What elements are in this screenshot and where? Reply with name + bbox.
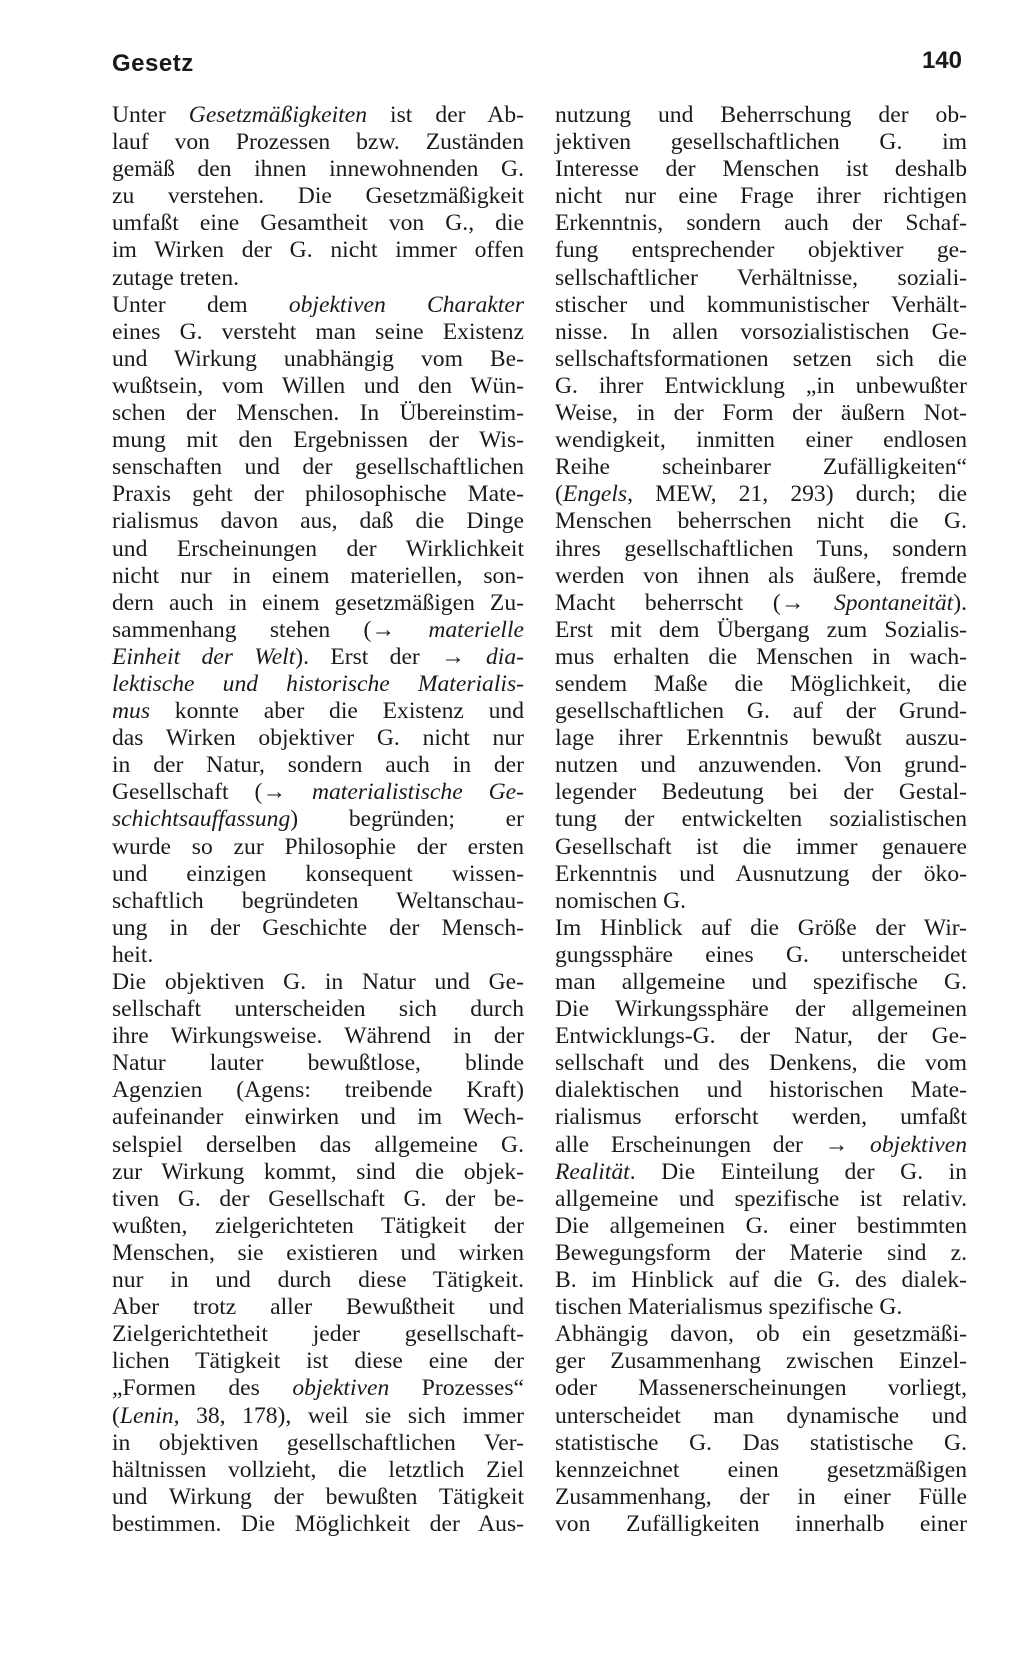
text-run: das Wirken objektiver G. nicht nur bbox=[112, 725, 524, 752]
text-run: . Die Einteilung der G. in bbox=[629, 1158, 967, 1185]
page-number: 140 bbox=[921, 47, 962, 74]
text-line bbox=[112, 1484, 524, 1511]
text-run: G. ihrer Entwicklung „in unbewußter bbox=[555, 372, 967, 399]
text-line bbox=[555, 1403, 967, 1430]
text-line bbox=[112, 617, 524, 644]
text-line bbox=[555, 156, 967, 183]
text-line bbox=[555, 454, 967, 481]
page-header bbox=[112, 47, 962, 90]
text-line bbox=[555, 508, 967, 535]
text-line bbox=[555, 725, 967, 752]
text-line bbox=[555, 806, 967, 833]
text-run: gesellschaftlichen G. auf der Grund- bbox=[555, 698, 967, 725]
text-line bbox=[555, 536, 967, 563]
text-line bbox=[112, 942, 524, 969]
text-line bbox=[112, 969, 524, 996]
text-line bbox=[112, 1240, 524, 1267]
text-line bbox=[555, 129, 967, 156]
text-line bbox=[112, 210, 524, 237]
text-line bbox=[112, 725, 524, 752]
text-line bbox=[112, 1375, 524, 1402]
italic-term: Gesetzmäßigkeiten bbox=[188, 102, 367, 128]
text-run: lauf von Prozessen bzw. Zuständen bbox=[112, 129, 524, 156]
text-run: umfaßt eine Gesamtheit von G., die bbox=[112, 210, 524, 237]
text-line bbox=[555, 481, 967, 508]
text-line bbox=[555, 590, 967, 617]
text-line bbox=[555, 427, 967, 454]
text-run: im Wirken der G. nicht immer offen bbox=[112, 237, 524, 264]
text-run: in objektiven gesellschaftlichen Ver- bbox=[112, 1429, 524, 1456]
text-line bbox=[112, 373, 524, 400]
text-run: rialismus erforscht werden, umfaßt bbox=[555, 1104, 967, 1131]
text-run: kennzeichnet einen gesetzmäßigen bbox=[555, 1456, 967, 1483]
text-run: nicht nur eine Frage ihrer richtigen bbox=[555, 183, 967, 210]
italic-term: schichtsauffassung bbox=[112, 806, 291, 833]
italic-term: mus bbox=[112, 698, 151, 725]
text-run: werden von ihnen als äußere, fremde bbox=[555, 562, 967, 589]
text-line bbox=[112, 1321, 524, 1348]
text-run: statistische G. Das statistische G. bbox=[555, 1429, 967, 1456]
text-run: gemäß den ihnen innewohnenden G. bbox=[112, 156, 524, 183]
text-line bbox=[555, 779, 967, 806]
text-run: Gesellschaft ist die immer genauere bbox=[555, 833, 967, 860]
text-line bbox=[112, 996, 524, 1023]
text-line bbox=[555, 996, 967, 1023]
text-run: Aber trotz aller Bewußtheit und bbox=[112, 1294, 524, 1321]
text-line bbox=[555, 292, 967, 319]
text-line bbox=[555, 915, 967, 942]
text-line bbox=[555, 1430, 967, 1457]
text-line bbox=[112, 1511, 524, 1538]
text-run: ) begründen; er bbox=[290, 806, 524, 833]
text-line bbox=[112, 536, 524, 563]
text-run: wußtsein, vom Willen und den Wün- bbox=[112, 372, 524, 399]
text-run: Die Wirkungssphäre der allgemeinen bbox=[555, 996, 967, 1023]
text-run: „Formen des bbox=[112, 1375, 293, 1402]
text-run: ( bbox=[112, 1402, 120, 1429]
text-run: senschaften und der gesellschaftlichen bbox=[112, 454, 524, 481]
text-run: alle Erscheinungen der → bbox=[555, 1131, 871, 1158]
text-line bbox=[112, 1213, 524, 1240]
text-line bbox=[112, 183, 524, 210]
text-line bbox=[112, 1348, 524, 1375]
text-run: dialektischen und historischen Mate- bbox=[555, 1077, 967, 1104]
text-run: stischer und kommunistischer Verhält- bbox=[555, 291, 967, 318]
text-line bbox=[555, 1213, 967, 1240]
left-text-column bbox=[112, 102, 524, 1538]
text-run: und Erscheinungen der Wirklichkeit bbox=[112, 535, 524, 562]
text-line bbox=[112, 888, 524, 915]
text-run: Menschen, sie existieren und wirken bbox=[112, 1239, 524, 1266]
text-line bbox=[555, 617, 967, 644]
text-line bbox=[555, 1267, 967, 1294]
text-run: Gesellschaft (→ bbox=[112, 779, 312, 806]
text-run: Erst mit dem Übergang zum Sozialis- bbox=[555, 616, 967, 643]
text-run: selspiel derselben das allgemeine G. bbox=[112, 1131, 524, 1158]
text-line bbox=[112, 237, 524, 264]
text-run: ger Zusammenhang zwischen Einzel- bbox=[555, 1348, 967, 1375]
text-line bbox=[112, 427, 524, 454]
text-line bbox=[555, 1294, 967, 1321]
text-line bbox=[555, 752, 967, 779]
running-head: Gesetz bbox=[112, 50, 194, 77]
text-run: ihre Wirkungsweise. Während in der bbox=[112, 1023, 524, 1050]
text-line bbox=[112, 671, 524, 698]
italic-term: Spontaneität bbox=[833, 589, 954, 616]
italic-term: Einheit der Welt bbox=[112, 643, 296, 670]
text-line bbox=[112, 698, 524, 725]
text-line bbox=[112, 1294, 524, 1321]
text-run: sellschaft unterscheiden sich durch bbox=[112, 996, 524, 1023]
text-run: nutzen und anzuwenden. Von grund- bbox=[555, 752, 967, 779]
text-line bbox=[112, 346, 524, 373]
text-run: gungssphäre eines G. unterscheidet bbox=[555, 941, 967, 968]
text-run: und Wirkung unabhängig vom Be- bbox=[112, 345, 524, 372]
text-run: man allgemeine und spezifische G. bbox=[555, 969, 967, 995]
text-run: sellschaft und des Denkens, die vom bbox=[555, 1050, 967, 1077]
text-run: schaftlich begründeten Weltanschau- bbox=[112, 887, 524, 914]
text-run: ung in der Geschichte der Mensch- bbox=[112, 914, 524, 941]
text-run: wurde so zur Philosophie der ersten bbox=[112, 833, 524, 860]
text-line bbox=[555, 1159, 967, 1186]
text-run: lichen Tätigkeit ist diese eine der bbox=[112, 1348, 524, 1375]
text-line bbox=[555, 1186, 967, 1213]
text-run: ist der Ab- bbox=[367, 102, 524, 128]
text-run: lage ihrer Erkenntnis bewußt auszu- bbox=[555, 725, 967, 752]
text-run: heit. bbox=[112, 941, 154, 968]
text-run: von Zufälligkeiten innerhalb einer bbox=[555, 1510, 967, 1537]
text-run: tiven G. der Gesellschaft G. der be- bbox=[112, 1185, 524, 1212]
text-line bbox=[112, 508, 524, 535]
text-line bbox=[112, 779, 524, 806]
text-run: nutzung und Beherrschung der ob- bbox=[555, 102, 967, 128]
text-run: Abhängig davon, ob ein gesetzmäßi- bbox=[555, 1321, 967, 1348]
text-line bbox=[112, 156, 524, 183]
text-run: oder Massenerscheinungen vorliegt, bbox=[555, 1375, 967, 1402]
text-run: wußten, zielgerichteten Tätigkeit der bbox=[112, 1212, 524, 1239]
text-run: Zielgerichtetheit jeder gesellschaft- bbox=[112, 1321, 524, 1348]
text-line bbox=[112, 102, 524, 129]
text-line bbox=[112, 292, 524, 319]
text-line bbox=[555, 1484, 967, 1511]
text-run: Zusammenhang, der in einer Fülle bbox=[555, 1483, 967, 1510]
text-run: allgemeine und spezifische ist relativ. bbox=[555, 1185, 967, 1212]
text-line bbox=[112, 1050, 524, 1077]
text-line bbox=[555, 834, 967, 861]
text-line bbox=[555, 1104, 967, 1131]
text-line bbox=[112, 400, 524, 427]
text-line bbox=[112, 1023, 524, 1050]
text-run: nur in und durch diese Tätigkeit. bbox=[112, 1267, 524, 1294]
text-line bbox=[555, 888, 967, 915]
text-line bbox=[112, 129, 524, 156]
text-line bbox=[112, 834, 524, 861]
text-run: und einzigen konsequent wissen- bbox=[112, 860, 524, 887]
text-line bbox=[112, 265, 524, 292]
text-line bbox=[555, 1050, 967, 1077]
text-line bbox=[112, 1077, 524, 1104]
italic-term: Realität bbox=[555, 1158, 630, 1185]
text-line bbox=[555, 644, 967, 671]
text-line bbox=[112, 1159, 524, 1186]
text-run: dern auch in einem gesetzmäßigen Zu- bbox=[112, 589, 524, 616]
text-line bbox=[112, 1430, 524, 1457]
text-run: mus erhalten die Menschen in wach- bbox=[555, 643, 967, 670]
text-line bbox=[555, 942, 967, 969]
text-run: fung entsprechender objektiver ge- bbox=[555, 237, 967, 264]
text-run: , MEW, 21, 293) durch; die bbox=[627, 481, 967, 508]
text-run: Praxis geht der philosophische Mate- bbox=[112, 481, 524, 508]
text-line bbox=[112, 563, 524, 590]
text-run: jektiven gesellschaftlichen G. im bbox=[555, 129, 967, 156]
text-line bbox=[555, 1457, 967, 1484]
text-line bbox=[555, 319, 967, 346]
text-run: wendigkeit, inmitten einer endlosen bbox=[555, 427, 967, 454]
text-run: Natur lauter bewußtlose, blinde bbox=[112, 1050, 524, 1077]
text-line bbox=[555, 1348, 967, 1375]
italic-term: materialistische Ge- bbox=[311, 779, 524, 806]
text-line bbox=[555, 102, 967, 129]
text-line bbox=[112, 1132, 524, 1159]
text-run: sendem Maße die Möglichkeit, die bbox=[555, 670, 967, 697]
text-line bbox=[112, 861, 524, 888]
text-line bbox=[112, 1186, 524, 1213]
text-run: und Wirkung der bewußten Tätigkeit bbox=[112, 1483, 524, 1510]
text-run: hältnissen vollzieht, die letztlich Ziel bbox=[112, 1456, 524, 1483]
text-run: nisse. In allen vorsozialistischen Ge- bbox=[555, 318, 967, 345]
text-line bbox=[555, 210, 967, 237]
text-line bbox=[112, 752, 524, 779]
text-run: mung mit den Ergebnissen der Wis- bbox=[112, 427, 524, 454]
italic-term: materielle bbox=[428, 616, 524, 643]
text-run: , 38, 178), weil sie sich immer bbox=[173, 1402, 524, 1429]
text-line bbox=[555, 237, 967, 264]
text-run: sellschaftlicher Verhältnisse, soziali- bbox=[555, 264, 967, 291]
text-run: Im Hinblick auf die Größe der Wir- bbox=[555, 914, 967, 941]
text-line bbox=[112, 454, 524, 481]
text-line bbox=[555, 1077, 967, 1104]
text-run: Unter dem bbox=[112, 291, 289, 318]
text-run: Menschen beherrschen nicht die G. bbox=[555, 508, 967, 535]
italic-term: dia- bbox=[485, 643, 524, 670]
text-line bbox=[555, 1132, 967, 1159]
text-line bbox=[555, 1240, 967, 1267]
text-line bbox=[555, 1023, 967, 1050]
text-line bbox=[555, 373, 967, 400]
text-run: rialismus davon aus, daß die Dinge bbox=[112, 508, 524, 535]
text-line bbox=[555, 563, 967, 590]
text-run: tung der entwickelten sozialistischen bbox=[555, 806, 967, 833]
text-run: Entwicklungs-G. der Natur, der Ge- bbox=[555, 1023, 967, 1050]
text-line bbox=[112, 644, 524, 671]
text-run: Reihe scheinbarer Zufälligkeiten“ bbox=[555, 454, 967, 481]
text-run: nicht nur in einem materiellen, son- bbox=[112, 562, 524, 589]
text-line bbox=[112, 1267, 524, 1294]
text-run: Interesse der Menschen ist deshalb bbox=[555, 156, 967, 183]
italic-term: objektiven bbox=[870, 1131, 967, 1158]
text-line bbox=[555, 698, 967, 725]
text-run: ). Erst der → bbox=[295, 643, 486, 670]
text-run: ihres gesellschaftlichen Tuns, sondern bbox=[555, 535, 967, 562]
text-run: Erkenntnis und Ausnutzung der öko- bbox=[555, 860, 967, 887]
text-run: bestimmen. Die Möglichkeit der Aus- bbox=[112, 1510, 524, 1537]
text-line bbox=[112, 806, 524, 833]
italic-term: Engels bbox=[562, 481, 628, 508]
text-run: in der Natur, sondern auch in der bbox=[112, 752, 524, 779]
text-run: Die allgemeinen G. einer bestimmten bbox=[555, 1212, 967, 1239]
text-line bbox=[555, 1375, 967, 1402]
text-run: Prozesses“ bbox=[389, 1375, 524, 1402]
text-line bbox=[112, 590, 524, 617]
text-run: Unter bbox=[112, 102, 189, 128]
text-run: Macht beherrscht (→ bbox=[555, 589, 834, 616]
text-run: aufeinander einwirken und im Wech- bbox=[112, 1104, 524, 1131]
text-line bbox=[555, 1511, 967, 1538]
text-line bbox=[555, 400, 967, 427]
text-run: tischen Materialismus spezifische G. bbox=[555, 1294, 903, 1321]
text-line bbox=[555, 861, 967, 888]
text-line bbox=[555, 671, 967, 698]
italic-term: objektiven Charakter bbox=[288, 291, 524, 318]
text-line bbox=[112, 1104, 524, 1131]
text-run: zutage treten. bbox=[112, 264, 240, 291]
text-run: zu verstehen. Die Gesetzmäßigkeit bbox=[112, 183, 524, 210]
text-run: sellschaftsformationen setzen sich die bbox=[555, 345, 967, 372]
text-run: Bewegungsform der Materie sind z. bbox=[555, 1239, 967, 1266]
text-run: nomischen G. bbox=[555, 887, 687, 914]
text-line bbox=[112, 1403, 524, 1430]
text-run: zur Wirkung kommt, sind die objek- bbox=[112, 1158, 524, 1185]
text-run: legender Bedeutung bei der Gestal- bbox=[555, 779, 967, 806]
text-run: Die objektiven G. in Natur und Ge- bbox=[112, 969, 524, 995]
text-run: eines G. versteht man seine Existenz bbox=[112, 318, 524, 345]
text-run: schen der Menschen. In Übereinstim- bbox=[112, 400, 524, 427]
text-line bbox=[112, 481, 524, 508]
text-line bbox=[112, 319, 524, 346]
text-run: ). bbox=[953, 589, 967, 616]
text-line bbox=[555, 265, 967, 292]
text-run: sammenhang stehen (→ bbox=[112, 616, 429, 643]
text-run: konnte aber die Existenz und bbox=[150, 698, 524, 725]
italic-term: objektiven bbox=[292, 1375, 390, 1402]
text-line bbox=[112, 1457, 524, 1484]
text-run: Weise, in der Form der äußern Not- bbox=[555, 400, 967, 427]
text-line bbox=[555, 346, 967, 373]
text-line bbox=[555, 1321, 967, 1348]
text-run: unterscheidet man dynamische und bbox=[555, 1402, 967, 1429]
italic-term: lektische und historische Materialis- bbox=[112, 670, 524, 697]
text-line bbox=[555, 969, 967, 996]
text-run: Agenzien (Agens: treibende Kraft) bbox=[112, 1077, 524, 1104]
text-run: Erkenntnis, sondern auch der Schaf- bbox=[555, 210, 967, 237]
text-line bbox=[112, 915, 524, 942]
italic-term: Lenin bbox=[119, 1402, 174, 1429]
right-text-column bbox=[555, 102, 967, 1538]
text-run: B. im Hinblick auf die G. des dialek- bbox=[555, 1267, 967, 1294]
text-run: ( bbox=[555, 481, 563, 508]
text-line bbox=[555, 183, 967, 210]
